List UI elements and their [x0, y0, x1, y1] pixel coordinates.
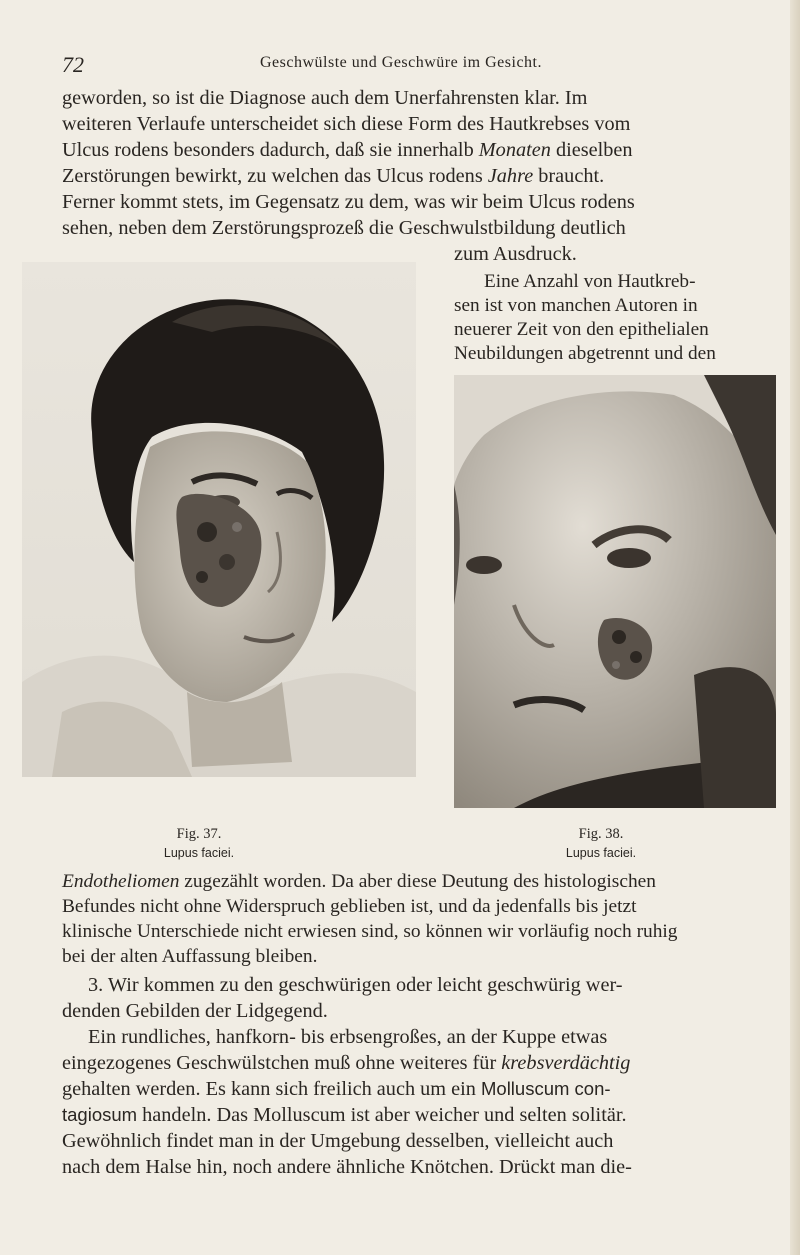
- text-span: handeln. Das Molluscum ist aber weicher und selten solitär.: [137, 1104, 627, 1126]
- text-span: Ulcus rodens besonders dadurch, daß sie innerhalb: [62, 139, 479, 161]
- text-line: [62, 1102, 627, 1128]
- text-span: eingezogenes Geschwülstchen muß ohne weiteres für: [62, 1052, 502, 1074]
- lupus-child-portrait: [454, 375, 776, 808]
- text-line: Ein rundliches, hanfkorn- bis erbsengroßes, an der Kuppe etwas: [88, 1026, 608, 1048]
- text-line: [62, 1076, 611, 1102]
- text-span: braucht.: [533, 165, 605, 187]
- emphasis: Jahre: [487, 165, 534, 187]
- text-line: Befundes nicht ohne Widerspruch geblieben ist, und da jedenfalls bis jetzt: [62, 896, 637, 917]
- emphasis: Endotheliomen: [62, 871, 180, 892]
- figure-38-number: Fig. 38.: [578, 826, 624, 842]
- text-line: geworden, so ist die Diagnose auch dem Unerfahrensten klar. Im: [62, 87, 588, 109]
- text-line: [62, 137, 633, 163]
- text-line: Eine Anzahl von Hautkreb-: [484, 271, 696, 292]
- text-line: klinische Unterschiede nicht erwiesen sind, so können wir vorläufig noch ruhig: [62, 921, 678, 942]
- page-number: 72: [62, 52, 84, 77]
- text-line: sehen, neben dem Zerstörungsprozeß die Geschwulstbildung deutlich: [62, 217, 626, 239]
- text-line: Neubildungen abgetrennt und den: [454, 343, 716, 364]
- emphasis: krebsverdächtig: [501, 1052, 631, 1074]
- sans-emphasis: tagiosum: [62, 1104, 138, 1125]
- figure-38-caption: Lupus faciei.: [565, 846, 637, 860]
- text-line: 3. Wir kommen zu den geschwürigen oder leicht geschwürig wer-: [88, 974, 623, 996]
- figure-38-photo: [454, 375, 776, 808]
- text-line: [62, 870, 656, 894]
- text-line: bei der alten Auffassung bleiben.: [62, 946, 318, 967]
- text-line: neuerer Zeit von den epithelialen: [454, 319, 709, 340]
- text-line: [62, 1050, 630, 1076]
- figure-37-photo: [22, 262, 416, 777]
- text-span: gehalten werden. Es kann sich freilich auch um ein: [62, 1078, 481, 1100]
- text-line: weiteren Verlaufe unterscheidet sich diese Form des Hautkrebses vom: [62, 113, 631, 135]
- page-header: [62, 52, 740, 78]
- text-line: Gewöhnlich findet man in der Umgebung desselben, vielleicht auch: [62, 1130, 614, 1152]
- text-line: sen ist von manchen Autoren in: [454, 295, 698, 316]
- lupus-patient-portrait: [22, 262, 416, 777]
- text-line: denden Gebilden der Lidgegend.: [62, 1000, 328, 1022]
- text-span: zugezählt worden. Da aber diese Deutung des histologischen: [179, 871, 656, 892]
- running-title: Geschwülste und Geschwüre im Gesicht.: [260, 54, 542, 71]
- text-line: [62, 163, 604, 189]
- page-edge: [790, 0, 800, 1255]
- figure-37-caption: Lupus faciei.: [163, 846, 235, 860]
- text-line: zum Ausdruck.: [454, 243, 577, 265]
- emphasis: Monaten: [478, 139, 551, 161]
- text-span: Zerstörungen bewirkt, zu welchen das Ulcus rodens: [62, 165, 488, 187]
- text-line: Ferner kommt stets, im Gegensatz zu dem, was wir beim Ulcus rodens: [62, 191, 635, 213]
- text-span: dieselben: [550, 139, 633, 161]
- sans-emphasis: Molluscum con-: [481, 1078, 611, 1099]
- figure-37-number: Fig. 37.: [176, 826, 222, 842]
- text-line: nach dem Halse hin, noch andere ähnliche Knötchen. Drückt man die-: [62, 1156, 632, 1178]
